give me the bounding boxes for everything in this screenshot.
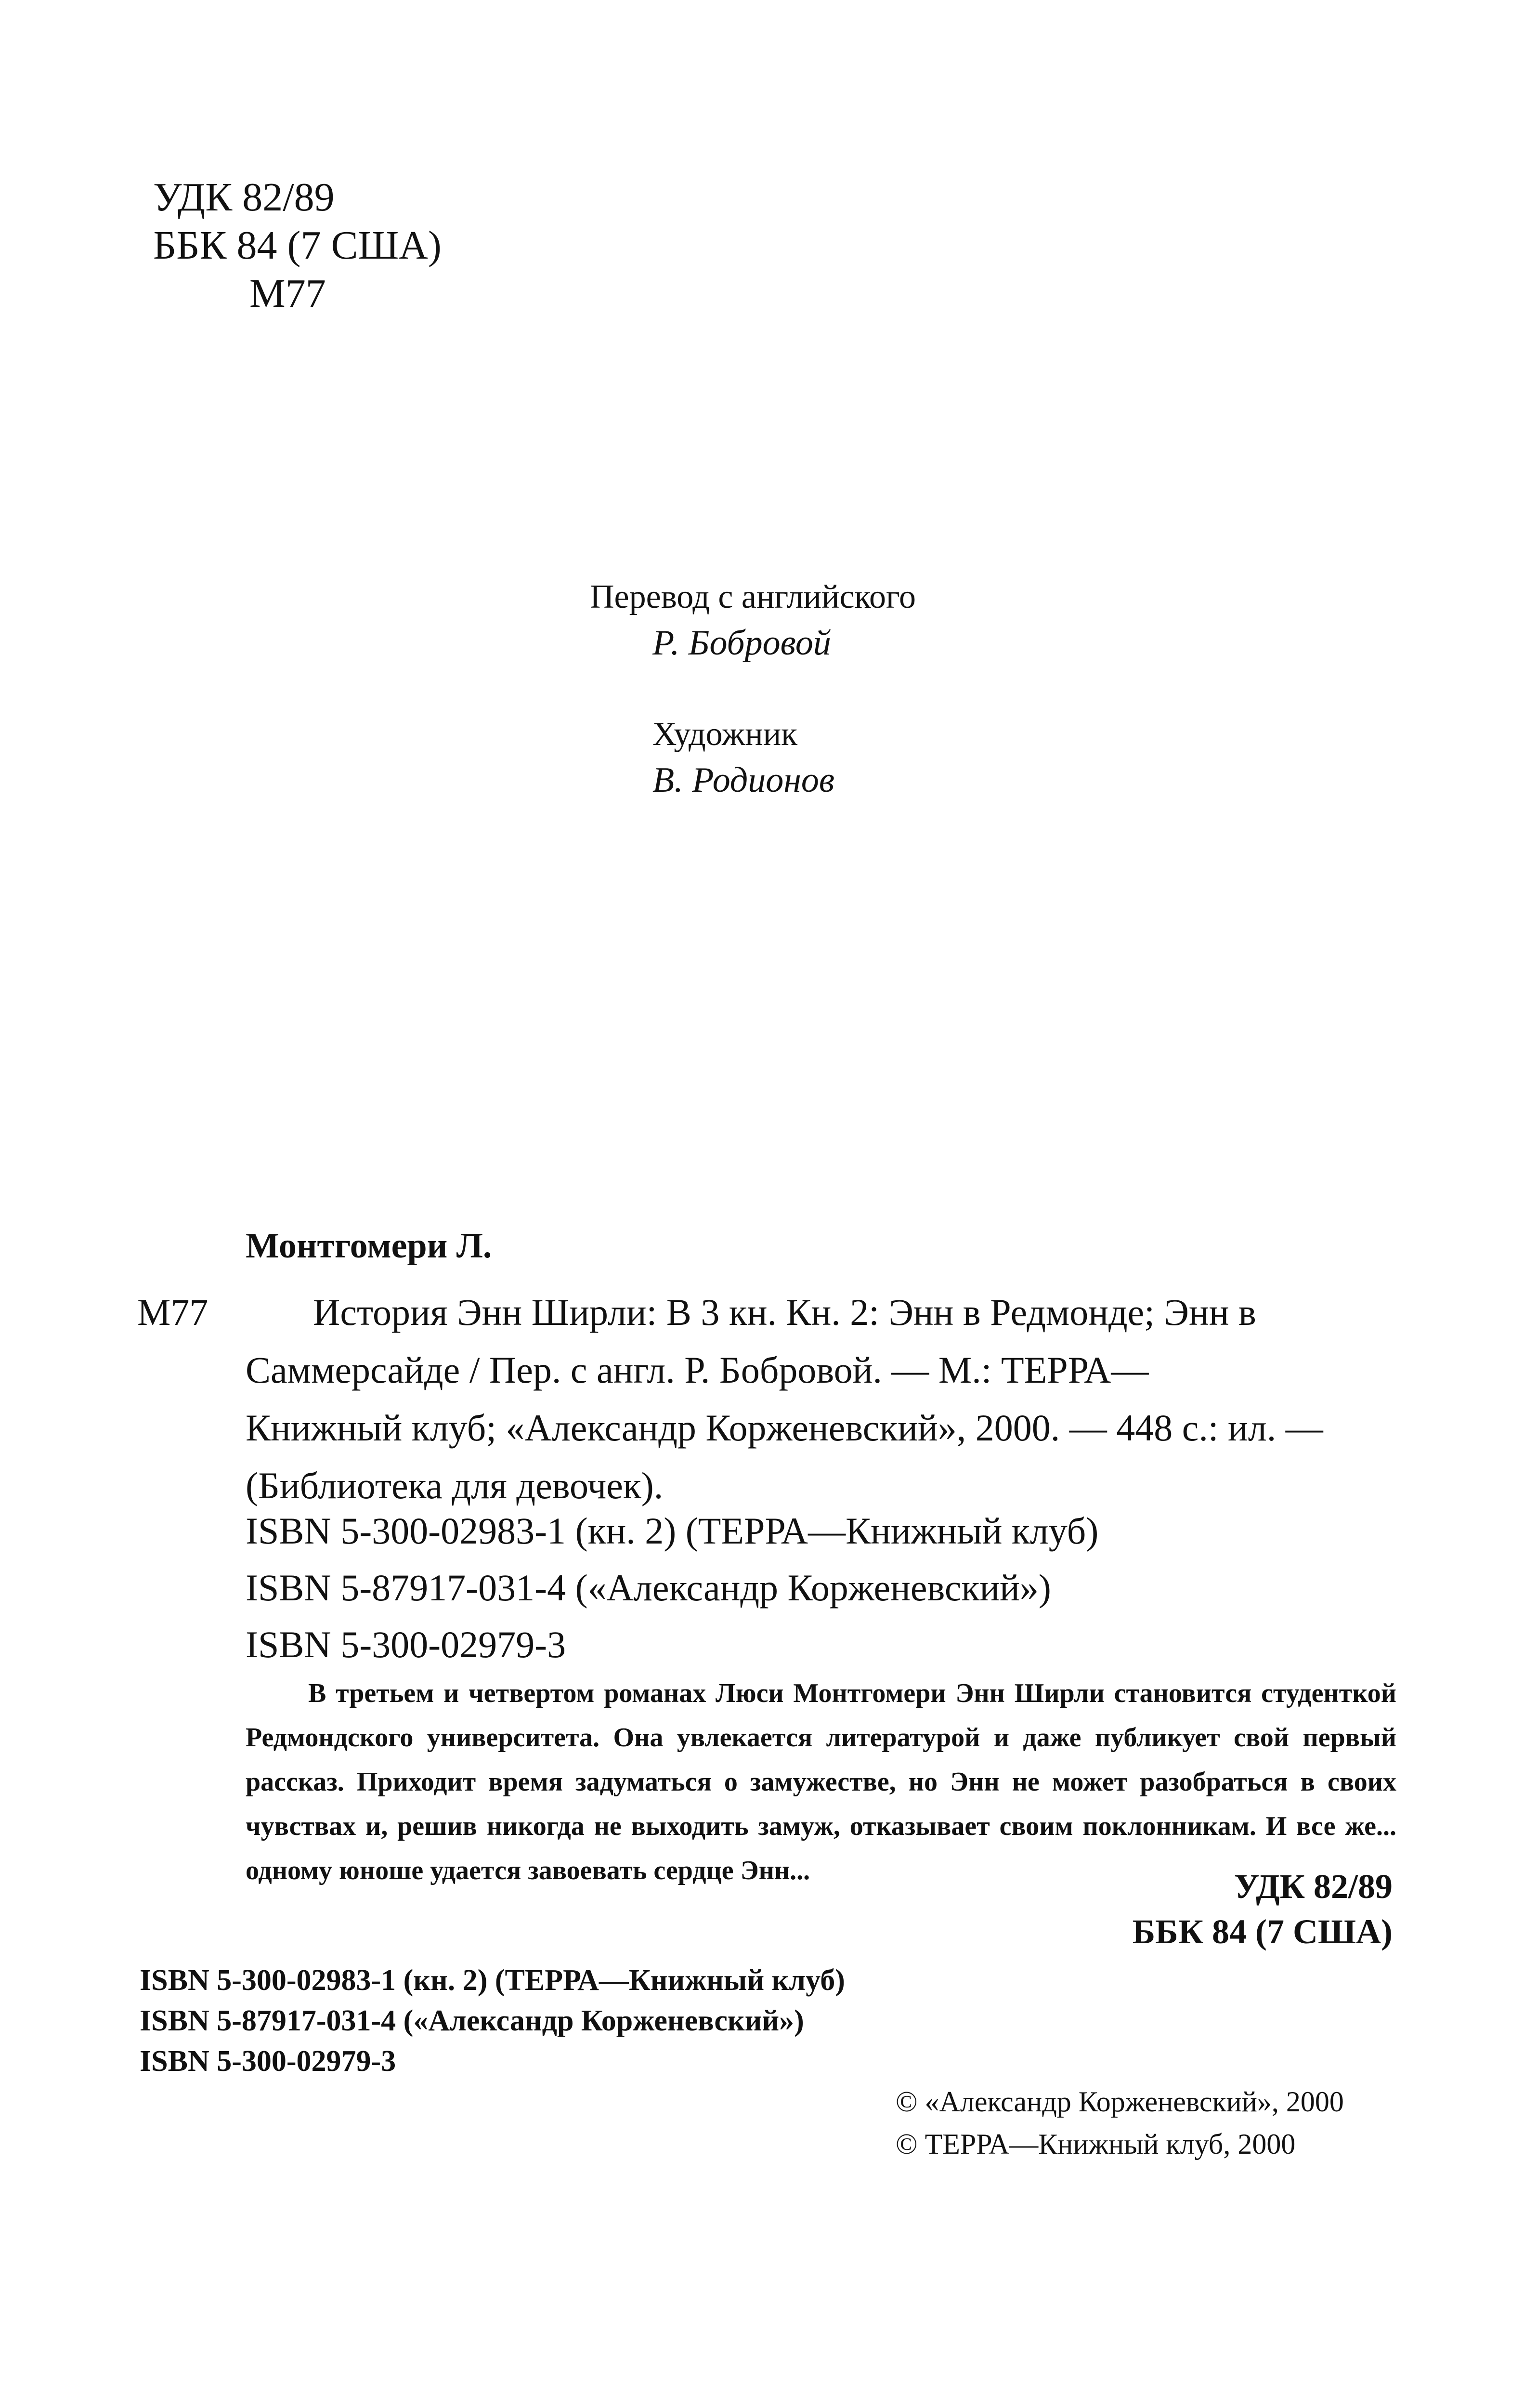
isbn-line: ISBN 5-87917-031-4 («Александр Корженевский»)	[246, 1567, 1051, 1609]
record-line-text: (Библиотека для девочек).	[246, 1465, 664, 1506]
record-line	[246, 1399, 1396, 1457]
record-isbn-list	[246, 1503, 1098, 1673]
copyright-line: © ТЕРРА—Книжный клуб, 2000	[896, 2128, 1296, 2160]
isbn-line: ISBN 5-300-02979-3	[246, 1623, 566, 1665]
record-line	[246, 1341, 1396, 1399]
record-line-text: Книжный клуб; «Александр Корженевский», 2000. — 448 с.: ил. —	[246, 1407, 1323, 1449]
isbn-line: ISBN 5-87917-031-4 («Александр Корженевский»)	[140, 2004, 804, 2037]
artist-label: Художник	[652, 716, 798, 753]
record-line-text: Саммерсайде / Пер. с англ. Р. Бобровой. — М.: ТЕРРА—	[246, 1349, 1149, 1391]
bbk-code: ББК 84 (7 США)	[1132, 1912, 1393, 1951]
isbn-bottom-list	[140, 1960, 845, 2081]
classification-bottom	[1133, 1864, 1393, 1954]
translation-label: Перевод с английского	[590, 578, 916, 615]
author-mark: М77	[249, 271, 326, 316]
record-description	[246, 1283, 1396, 1515]
copyright-line: © «Александр Корженевский», 2000	[896, 2086, 1344, 2118]
record-line	[246, 1283, 1396, 1341]
record-author: Монтгомери Л.	[246, 1226, 492, 1266]
artist-name: В. Родионов	[652, 760, 835, 800]
copyright-block	[896, 2081, 1344, 2165]
udk-code: УДК 82/89	[153, 175, 335, 220]
classification-top	[153, 173, 442, 318]
udk-code: УДК 82/89	[1234, 1867, 1393, 1906]
record-author-mark: М77	[137, 1291, 208, 1333]
translator-name: Р. Бобровой	[652, 623, 831, 663]
isbn-line: ISBN 5-300-02979-3	[140, 2045, 396, 2078]
isbn-line: ISBN 5-300-02983-1 (кн. 2) (ТЕРРА—Книжный клуб)	[140, 1964, 845, 1997]
isbn-line: ISBN 5-300-02983-1 (кн. 2) (ТЕРРА—Книжный клуб)	[246, 1510, 1099, 1552]
record-line-text: История Энн Ширли: В 3 кн. Кн. 2: Энн в Редмонде; Энн в	[313, 1291, 1256, 1333]
bbk-code: ББК 84 (7 США)	[153, 223, 442, 268]
annotation: В третьем и четвертом романах Люси Монтгомери Энн Ширли становится студенткой Редмондского университета. Она увлекается литературой и даже публикует свой первый рассказ. Приходит время задуматься о замужестве, но Энн не может разобраться в своих чувствах и, решив никогда не выходить замуж, отказывает своим поклонникам. И все же... одному юноше удается завоевать сердце Энн...	[246, 1678, 1396, 1885]
